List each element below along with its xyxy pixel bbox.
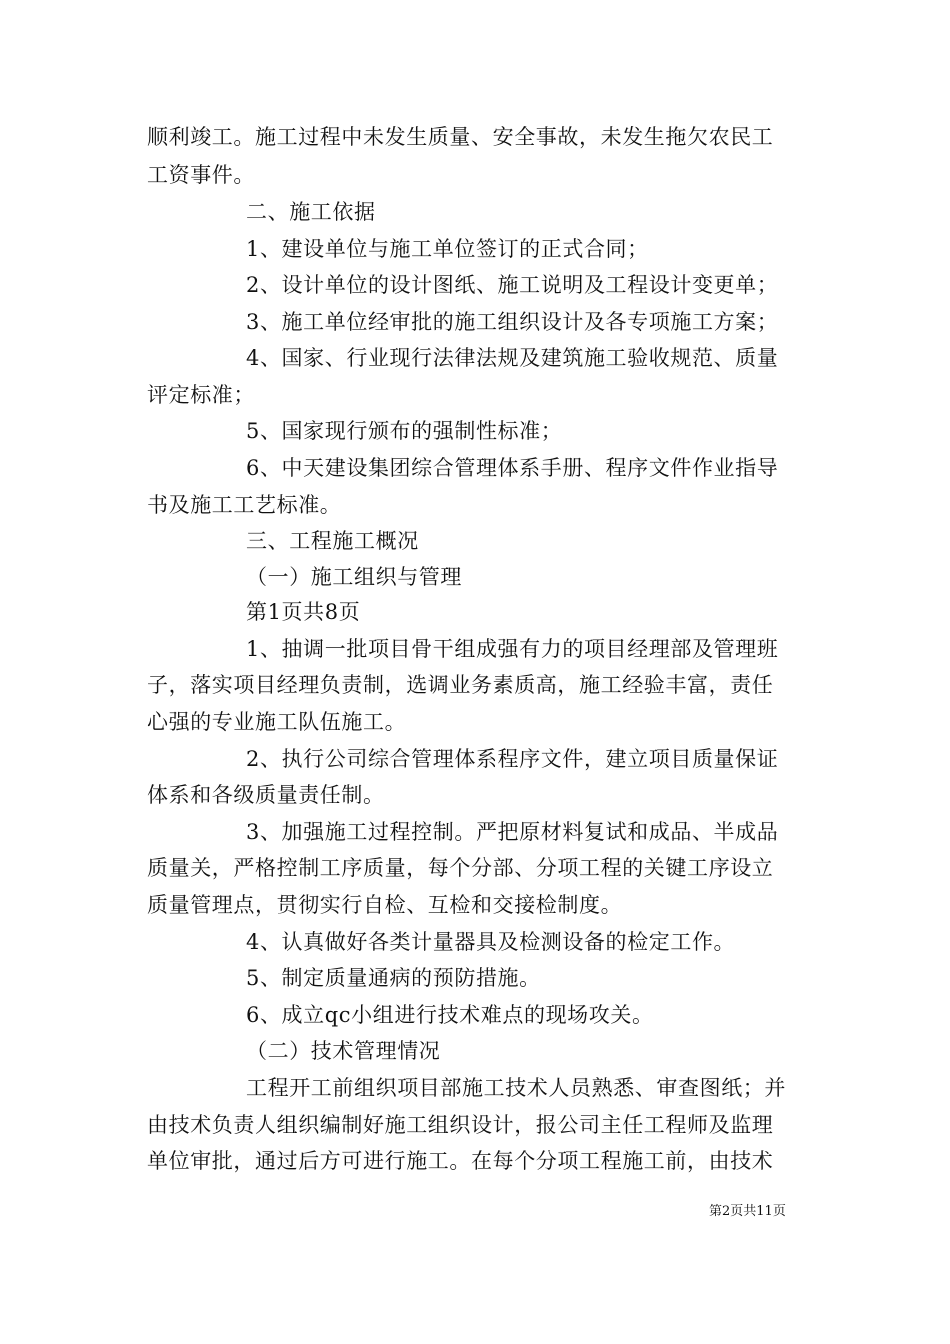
text-line: 4、国家、行业现行法律法规及建筑施工验收规范、质量 [246, 346, 779, 370]
text-line: 6、成立qc小组进行技术难点的现场攻关。 [246, 1003, 654, 1027]
text-line: 5、制定质量通病的预防措施。 [246, 966, 541, 990]
text-line: 4、认真做好各类计量器具及检测设备的检定工作。 [246, 930, 736, 954]
text-line: 工资事件。 [147, 163, 255, 187]
text-line: 2、执行公司综合管理体系程序文件，建立项目质量保证 [246, 747, 779, 771]
text-line: 心强的专业施工队伍施工。 [147, 710, 407, 734]
text-line: 3、加强施工过程控制。严把原材料复试和成品、半成品 [246, 820, 779, 844]
section-heading: 二、施工依据 [246, 200, 376, 224]
text-line: 1、抽调一批项目骨干组成强有力的项目经理部及管理班 [246, 637, 779, 661]
text-line: 子，落实项目经理负责制，选调业务素质高，施工经验丰富，责任 [147, 673, 774, 697]
text-line: 单位审批，通过后方可进行施工。在每个分项工程施工前，由技术 [147, 1149, 774, 1173]
text-line: 1、建设单位与施工单位签订的正式合同； [246, 237, 649, 261]
text-line: 质量管理点，贯彻实行自检、互检和交接检制度。 [147, 893, 623, 917]
text-line: 工程开工前组织项目部施工技术人员熟悉、审查图纸；并 [246, 1076, 786, 1100]
subsection-heading: （二）技术管理情况 [246, 1039, 441, 1063]
section-heading: 三、工程施工概况 [246, 529, 419, 553]
page-footer: 第2页共11页 [709, 1204, 786, 1219]
text-line: 书及施工工艺标准。 [147, 493, 342, 517]
text-line: 评定标准； [147, 383, 255, 407]
text-line: 6、中天建设集团综合管理体系手册、程序文件作业指导 [246, 456, 779, 480]
text-line: 顺利竣工。施工过程中未发生质量、安全事故，未发生拖欠农民工 [147, 125, 774, 149]
text-line: 体系和各级质量责任制。 [147, 783, 385, 807]
text-line: 5、国家现行颁布的强制性标准； [246, 419, 563, 443]
text-line: 2、设计单位的设计图纸、施工说明及工程设计变更单； [246, 273, 779, 297]
text-line: 3、施工单位经审批的施工组织设计及各专项施工方案； [246, 310, 779, 334]
subsection-heading: （一）施工组织与管理 [246, 565, 462, 589]
text-line: 由技术负责人组织编制好施工组织设计，报公司主任工程师及监理 [147, 1113, 774, 1137]
text-line: 质量关，严格控制工序质量，每个分部、分项工程的关键工序设立 [147, 856, 774, 880]
inline-page-number: 第1页共8页 [246, 600, 361, 624]
